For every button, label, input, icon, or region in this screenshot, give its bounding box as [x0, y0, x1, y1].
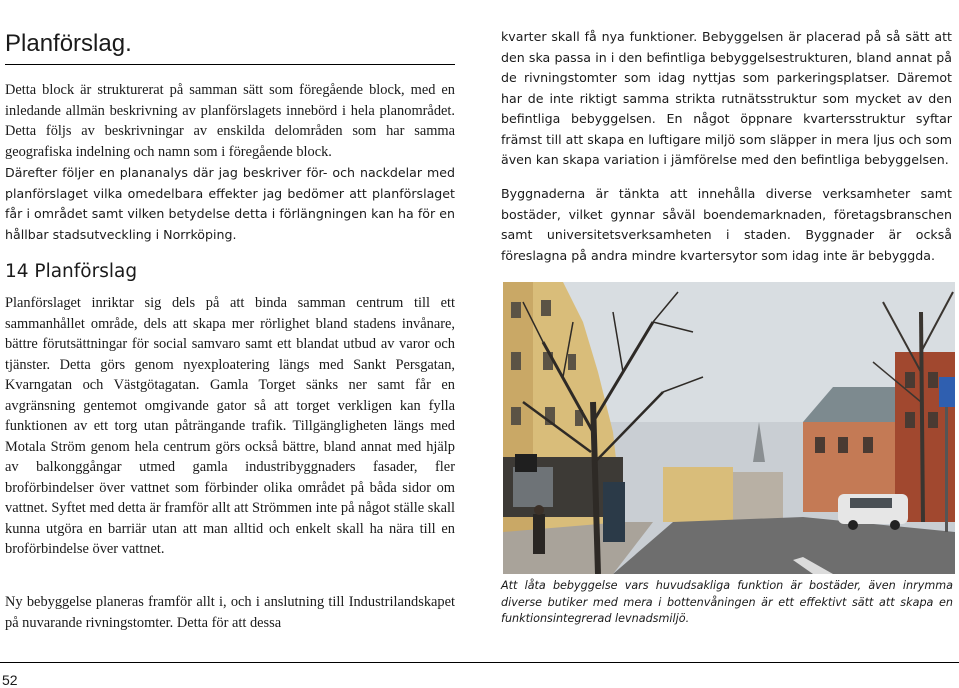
distant-building-grey: [733, 472, 783, 522]
car-window: [850, 498, 892, 508]
shop-sign: [515, 454, 537, 472]
footer-divider: [0, 662, 959, 663]
intro-paragraph-2: Därefter följer en plananalys där jag beskriver för- och nackdelar med planförslaget vilka omedelbara effekter jag bedömer att planförslaget får i området samt vilken betydelse detta i förlängningen kan ha för en hållbar stadsutveckling i Norrköping.: [5, 165, 455, 242]
street-photo: [503, 282, 955, 574]
right-paragraph-2: Byggnaderna är tänkta att innehålla diverse verksamheter samt bostäder, vilket gynnar såväl boendemarknaden, företagsbranschen samt universitetsverksamheten i staden. Byggnader är också föreslagna på andra mindre kvartersytor som idag inte är bebyggda.: [501, 186, 952, 263]
body-paragraph-2: Ny bebyggelse planeras framför allt i, och i anslutning till Industrilandskapet på nuvarande rivningstomter. Detta för att dessa: [5, 594, 455, 631]
distant-building-yellow: [663, 467, 733, 522]
page-title: Planförslag.: [5, 30, 132, 57]
page-number: 52: [2, 672, 18, 688]
intro-paragraph-1: Detta block är strukturerat på samman sätt som föregående block, med en inledande allmän beskrivning av planförslagets innebörd i hela planområdet. Detta följs av beskrivningar av enskilda delområden som har samma geografiska indelning och namn som i föregående block.: [5, 82, 455, 160]
bus-shelter: [603, 482, 625, 542]
section-heading: 14 Planförslag: [5, 261, 138, 282]
photo-caption: Att låta bebyggelse vars huvudsakliga funktion är bostäder, även inrymma diverse butiker med mera i bottenvåningen är ett effektivt sätt att skapa en funktionsintegrerad levnadsmiljö.: [501, 579, 953, 625]
body-paragraph-1: Planförslaget inriktar sig dels på att binda samman centrum till ett sammanhållet område, dels att skapa mer rörlighet bland stadens invånare, bättre förutsättningar för social samvaro samt ett blandat utbud av varor och tjänster. Detta görs genom nyexploatering längs med Sankt Persgatan, Kvarngatan och Västgötagatan. Gamla Torget sänks ner samt får en avgränsning gentemot omgivande gator så att torget verkligen kan fylla funktionen av ett torg utan påträngande trafik. Tillgängligheten längs med Motala Ström genom hela centrum görs också bättre, bland annat med hjälp av balkonggångar utmed gamla industribyggnaders fasader, fler broförbindelser över vattnet som förbinder olika området på båda sidor om vattnet. Syftet med detta är framför allt att Strömmen inte på något ställe skall kunna utgöra en barriär utan att man alltid och enkelt skall ha nära till en broförbindelse över vattnet.: [5, 295, 455, 557]
traffic-sign: [939, 377, 955, 407]
right-paragraph-1: kvarter skall få nya funktioner. Bebyggelsen är placerad på så sätt att den ska passa in i den befintliga bebyggelsestrukturen, bland annat på de rivningstomter som idag nyttjas som parkeringsplatser. Däremot har de inte riktigt samma strikta rutnätsstruktur som mycket av den befintliga bebyggelsen. En något öppnare kvartersstruktur syftar främst till att skapa en luftigare miljö som släpper in mera ljus och som även kan skapa variation i jämförelse med den befintliga bebyggelsen.: [501, 29, 952, 167]
pedestrian: [533, 514, 545, 554]
shopfront-window: [513, 467, 553, 507]
title-divider: [5, 64, 455, 65]
